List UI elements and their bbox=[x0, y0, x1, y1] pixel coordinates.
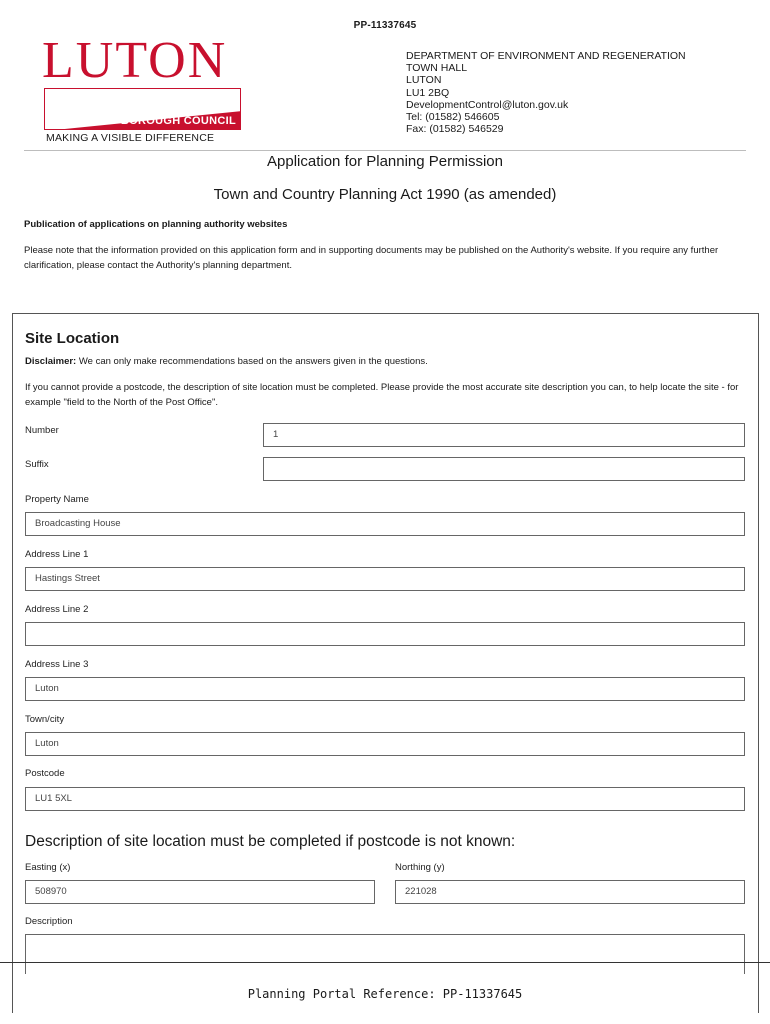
easting-label: Easting (x) bbox=[25, 862, 71, 873]
luton-logo bbox=[42, 32, 244, 130]
postcode-label: Postcode bbox=[25, 768, 65, 779]
suffix-input[interactable] bbox=[263, 457, 745, 481]
property-name-label: Property Name bbox=[25, 494, 89, 505]
description-label: Description bbox=[25, 916, 73, 927]
suffix-label: Suffix bbox=[25, 459, 49, 470]
logo-wordmark: LUTON bbox=[42, 32, 228, 89]
council-address bbox=[406, 50, 686, 135]
site-location-panel bbox=[12, 313, 759, 1013]
town-city-label: Town/city bbox=[25, 714, 65, 725]
fax-number: Fax: (01582) 546529 bbox=[406, 123, 504, 136]
publication-heading: Publication of applications on planning authority websites bbox=[24, 219, 288, 230]
site-instructions: If you cannot provide a postcode, the description of site location must be completed. Please provide the most accurate site description you can, to help locate the site - for example "field to the North of the Post Office". bbox=[25, 382, 739, 408]
address-line: LU1 2BQ bbox=[406, 86, 450, 99]
form-title: Application for Planning Permission bbox=[267, 153, 503, 170]
address-line-2-input[interactable] bbox=[25, 622, 745, 646]
disclaimer-label: Disclaimer: bbox=[25, 356, 77, 367]
address-line-1-input[interactable]: Hastings Street bbox=[25, 567, 745, 591]
town-city-input[interactable]: Luton bbox=[25, 732, 745, 756]
easting-input[interactable]: 508970 bbox=[25, 880, 375, 904]
address-line: TOWN HALL bbox=[406, 62, 468, 75]
page-footer: Planning Portal Reference: PP-11337645 bbox=[247, 987, 523, 1001]
address-line: LUTON bbox=[406, 74, 442, 87]
form-act-subtitle: Town and Country Planning Act 1990 (as amended) bbox=[213, 186, 557, 203]
logo-council-text: BOROUGH COUNCIL bbox=[120, 115, 236, 127]
number-label: Number bbox=[25, 425, 59, 436]
telephone-number: Tel: (01582) 546605 bbox=[406, 111, 500, 124]
header-divider bbox=[24, 150, 746, 151]
property-name-input[interactable]: Broadcasting House bbox=[25, 512, 745, 536]
reference-number-top: PP-11337645 bbox=[353, 20, 417, 31]
logo-tagline: MAKING A VISIBLE DIFFERENCE bbox=[46, 132, 215, 144]
disclaimer-text: We can only make recommendations based on the answers given in the questions. bbox=[76, 356, 428, 367]
description-textarea[interactable] bbox=[25, 934, 745, 974]
email-address: DevelopmentControl@luton.gov.uk bbox=[406, 98, 569, 111]
section-title: Site Location bbox=[25, 330, 120, 347]
disclaimer bbox=[25, 356, 428, 367]
postcode-input[interactable]: LU1 5XL bbox=[25, 787, 745, 811]
description-heading: Description of site location must be completed if postcode is not known: bbox=[25, 833, 516, 850]
address-line-2-label: Address Line 2 bbox=[25, 604, 89, 615]
address-line: DEPARTMENT OF ENVIRONMENT AND REGENERATION bbox=[406, 50, 686, 62]
publication-text: Please note that the information provided on this application form and in supporting documents may be published on the Authority's website. If you require any further clarification, please contact the Authority's planning department. bbox=[24, 245, 719, 271]
northing-label: Northing (y) bbox=[395, 862, 445, 873]
logo-banner bbox=[44, 88, 241, 130]
address-line-3-label: Address Line 3 bbox=[25, 659, 89, 670]
address-line-3-input[interactable]: Luton bbox=[25, 677, 745, 701]
address-line-1-label: Address Line 1 bbox=[25, 549, 89, 560]
northing-input[interactable]: 221028 bbox=[395, 880, 745, 904]
page-bottom-rule bbox=[0, 962, 770, 963]
number-input[interactable]: 1 bbox=[263, 423, 745, 447]
